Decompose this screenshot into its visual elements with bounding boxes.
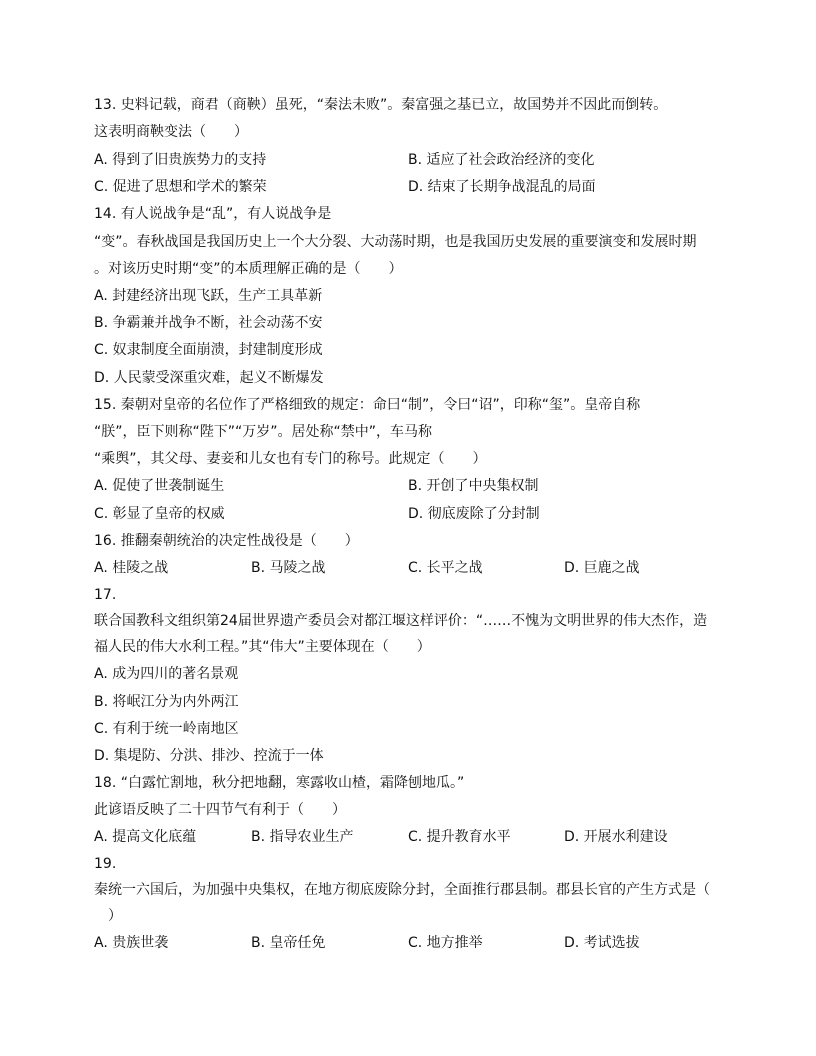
question-14-text: 。对该历史时期“变”的本质理解正确的是（ ） — [94, 261, 403, 277]
question-15-text: 15. 秦朝对皇帝的名位作了严格细致的规定：命曰“制”，令曰“诏”，印称“玺”。皇帝自称 — [94, 397, 641, 413]
question-13-text: 13. 史料记载，商君（商鞅）虽死，“秦法未败”。秦富强之基已立，故国势并不因此而倒转。 — [94, 97, 668, 113]
question-19-option-d: D. 考试选拔 — [564, 935, 640, 951]
question-14-text: 14. 有人说战争是“乱”，有人说战争是 — [94, 206, 332, 222]
question-19-option-b: B. 皇帝任免 — [251, 935, 326, 951]
question-18-option-c: C. 提升教育水平 — [408, 829, 511, 845]
question-18-text: 18. “白露忙割地，秋分把地翻，寒露收山楂，霜降刨地瓜。” — [94, 775, 465, 791]
question-17-option-a: A. 成为四川的著名景观 — [94, 666, 239, 682]
question-18-option-b: B. 指导农业生产 — [251, 829, 354, 845]
question-16-option-c: C. 长平之战 — [408, 560, 483, 576]
question-17-option-c: C. 有利于统一岭南地区 — [94, 721, 239, 737]
question-16-option-b: B. 马陵之战 — [251, 560, 326, 576]
question-18-option-d: D. 开展水利建设 — [564, 829, 668, 845]
question-14-option-d: D. 人民蒙受深重灾难，起义不断爆发 — [94, 370, 324, 386]
question-19-text: ） — [94, 908, 122, 924]
question-15-option-a: A. 促使了世袭制诞生 — [94, 478, 225, 494]
question-14-text: “变”。春秋战国是我国历史上一个大分裂、大动荡时期，也是我国历史发展的重要演变和发展时期 — [94, 234, 697, 250]
question-15-option-d: D. 彻底废除了分封制 — [408, 506, 540, 522]
question-15-option-c: C. 彰显了皇帝的权威 — [94, 506, 225, 522]
question-19-text: 秦统一六国后，为加强中央集权，在地方彻底废除分封，全面推行郡县制。郡县长官的产生方式是（ — [94, 882, 710, 898]
question-17-text: 福人民的伟大水利工程。”其“伟大”主要体现在（ ） — [94, 639, 431, 655]
question-17-number: 17. — [94, 587, 117, 603]
question-14-option-a: A. 封建经济出现飞跃，生产工具革新 — [94, 288, 323, 304]
question-13-option-d: D. 结束了长期争战混乱的局面 — [408, 179, 596, 195]
question-19-number: 19. — [94, 856, 117, 872]
question-17-option-d: D. 集堤防、分洪、排沙、控流于一体 — [94, 748, 324, 764]
question-17-text: 联合国教科文组织第24届世界遗产委员会对都江堰这样评价：“……不愧为文明世界的伟大杰作，造 — [94, 613, 708, 629]
question-17-option-b: B. 将岷江分为内外两江 — [94, 694, 239, 710]
question-15-text: “朕”，臣下则称“陛下”“万岁”。居处称“禁中”，车马称 — [94, 424, 433, 440]
question-18-text: 此谚语反映了二十四节气有利于（ ） — [94, 802, 346, 818]
question-15-option-b: B. 开创了中央集权制 — [408, 478, 539, 494]
question-16-option-d: D. 巨鹿之战 — [564, 560, 640, 576]
question-13-option-c: C. 促进了思想和学术的繁荣 — [94, 179, 267, 195]
question-18-option-a: A. 提高文化底蕴 — [94, 829, 197, 845]
question-14-option-c: C. 奴隶制度全面崩溃，封建制度形成 — [94, 342, 323, 358]
question-16-option-a: A. 桂陵之战 — [94, 560, 169, 576]
question-13-option-b: B. 适应了社会政治经济的变化 — [408, 152, 595, 168]
question-14-option-b: B. 争霸兼并战争不断，社会动荡不安 — [94, 315, 323, 331]
question-13-text: 这表明商鞅变法（ ） — [94, 124, 248, 140]
question-16-text: 16. 推翻秦朝统治的决定性战役是（ ） — [94, 533, 359, 549]
question-13-option-a: A. 得到了旧贵族势力的支持 — [94, 152, 267, 168]
question-15-text: “乘舆”，其父母、妻妾和儿女也有专门的称号。此规定（ ） — [94, 451, 487, 467]
question-19-option-c: C. 地方推举 — [408, 935, 483, 951]
question-19-option-a: A. 贵族世袭 — [94, 935, 169, 951]
